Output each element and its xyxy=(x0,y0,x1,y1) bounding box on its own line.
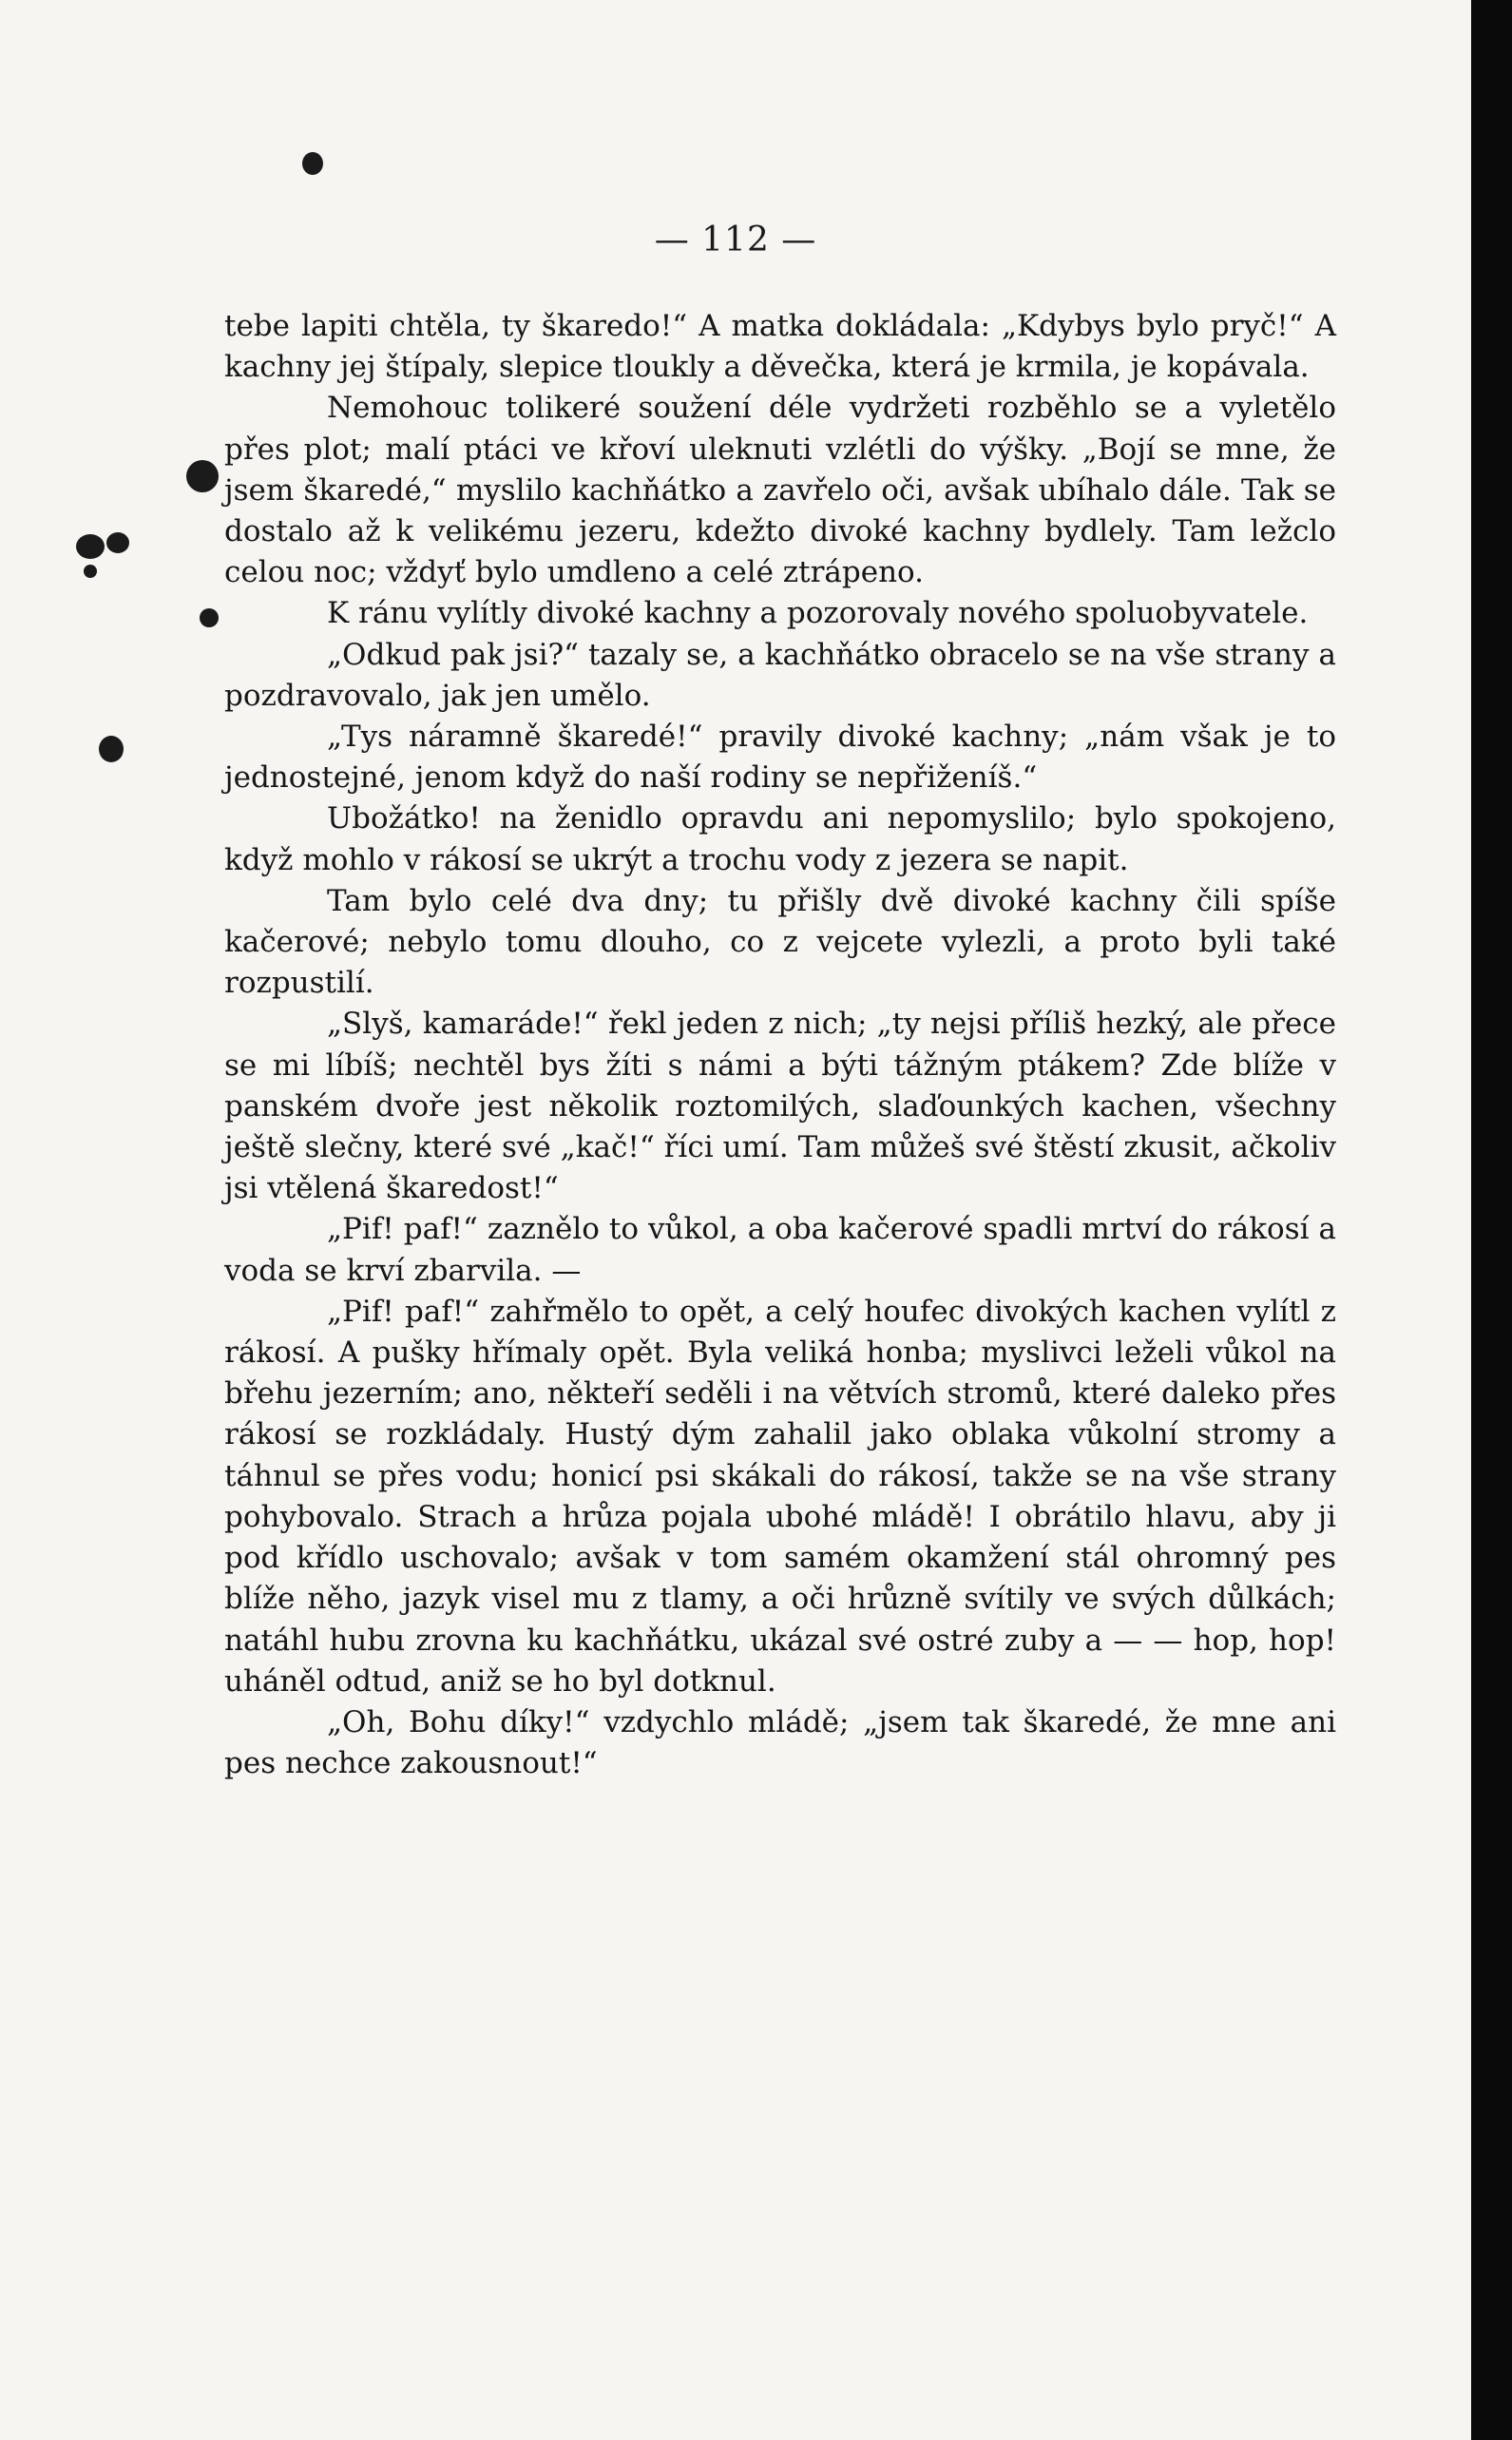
ink-speck xyxy=(84,565,97,578)
paragraph-6: Ubožátko! na ženidlo opravdu ani nepomyslilo; bylo spokojeno, když mohlo v rákosí se ukrýt a trochu vody z jezera se napit. xyxy=(224,801,1336,877)
page-number: — 112 — xyxy=(654,221,817,259)
paragraph-3: K ránu vylítly divoké kachny a pozorovaly nového spoluobyvatele. xyxy=(327,596,1309,631)
ink-speck xyxy=(200,608,219,627)
paragraph-2: Nemohouc tolikeré soužení déle vydržeti rozběhlo se a vyletělo přes plot; malí ptáci ve křoví uleknuti vzlétli do výšky. „Bojí se mne, že jsem škaredé,“ myslilo kachňátko a zavřelo oči, avšak ubíhalo dále. Tak se dostalo až k velikému jezeru, kdežto divoké kachny bydlely. Tam ležclo celou noc; vždyť bylo umdleno a celé ztrápeno. xyxy=(224,391,1336,590)
paragraph-5: „Tys náramně škaredé!“ pravily divoké kachny; „nám však je to jednostejné, jenom když do naší rodiny se nepřiženíš.“ xyxy=(224,720,1336,796)
scan-border xyxy=(1471,0,1512,2440)
paragraph-1: tebe lapiti chtěla, ty škaredo!“ A matka dokládala: „Kdybys bylo pryč!“ A kachny jej štípaly, slepice tloukly a děvečka, která je krmila, je kopávala. xyxy=(224,309,1336,385)
ink-speck xyxy=(99,736,124,762)
ink-speck xyxy=(106,532,129,553)
paragraph-9: „Pif! paf!“ zaznělo to vůkol, a oba kačerové spadli mrtví do rákosí a voda se krví zbarvila. — xyxy=(224,1212,1336,1288)
ink-speck xyxy=(76,534,105,559)
paragraph-11: „Oh, Bohu díky!“ vzdychlo mládě; „jsem tak škaredé, že mne ani pes nechce zakousnout!“ xyxy=(224,1704,1336,1781)
body-text xyxy=(224,306,1336,1784)
paragraph-4: „Odkud pak jsi?“ tazaly se, a kachňátko obracelo se na vše strany a pozdravovalo, jak jen umělo. xyxy=(224,637,1336,713)
paragraph-8: „Slyš, kamaráde!“ řekl jeden z nich; „ty nejsi příliš hezký, ale přece se mi líbíš; nechtěl bys žíti s námi a býti tážným ptákem? Zde blíže v panském dvoře jest několik roztomilých, slaďounkých kachen, všechny ještě slečny, které své „kač!“ říci umí. Tam můžeš své štěstí zkusit, ačkoliv jsi vtělená škaredost!“ xyxy=(224,1007,1336,1206)
paragraph-10: „Pif! paf!“ zahřmělo to opět, a celý houfec divokých kachen vylítl z rákosí. A pušky hřímaly opět. Byla veliká honba; myslivci leželi vůkol na břehu jezerním; ano, někteří seděli i na větvích stromů, které daleko přes rákosí se rozkládaly. Hustý dým zahalil jako oblaka vůkolní stromy a táhnul se přes vodu; honicí psi skákali do rákosí, takže se na vše strany pohybovalo. Strach a hrůza pojala ubohé mládě! I obrátilo hlavu, aby ji pod křídlo uschovalo; avšak v tom samém okamžení stál ohromný pes blíže něho, jazyk visel mu z tlamy, a oči hrůzně svítily ve svých důlkách; natáhl hubu zrovna ku kachňátku, ukázal své ostré zuby a — — hop, hop! uháněl odtud, aniž se ho byl dotknul. xyxy=(224,1294,1336,1699)
paragraph-7: Tam bylo celé dva dny; tu přišly dvě divoké kachny čili spíše kačerové; nebylo tomu dlouho, co z vejcete vylezli, a proto byli také rozpustilí. xyxy=(224,883,1336,1001)
ink-speck xyxy=(186,460,219,492)
ink-speck xyxy=(302,152,323,175)
